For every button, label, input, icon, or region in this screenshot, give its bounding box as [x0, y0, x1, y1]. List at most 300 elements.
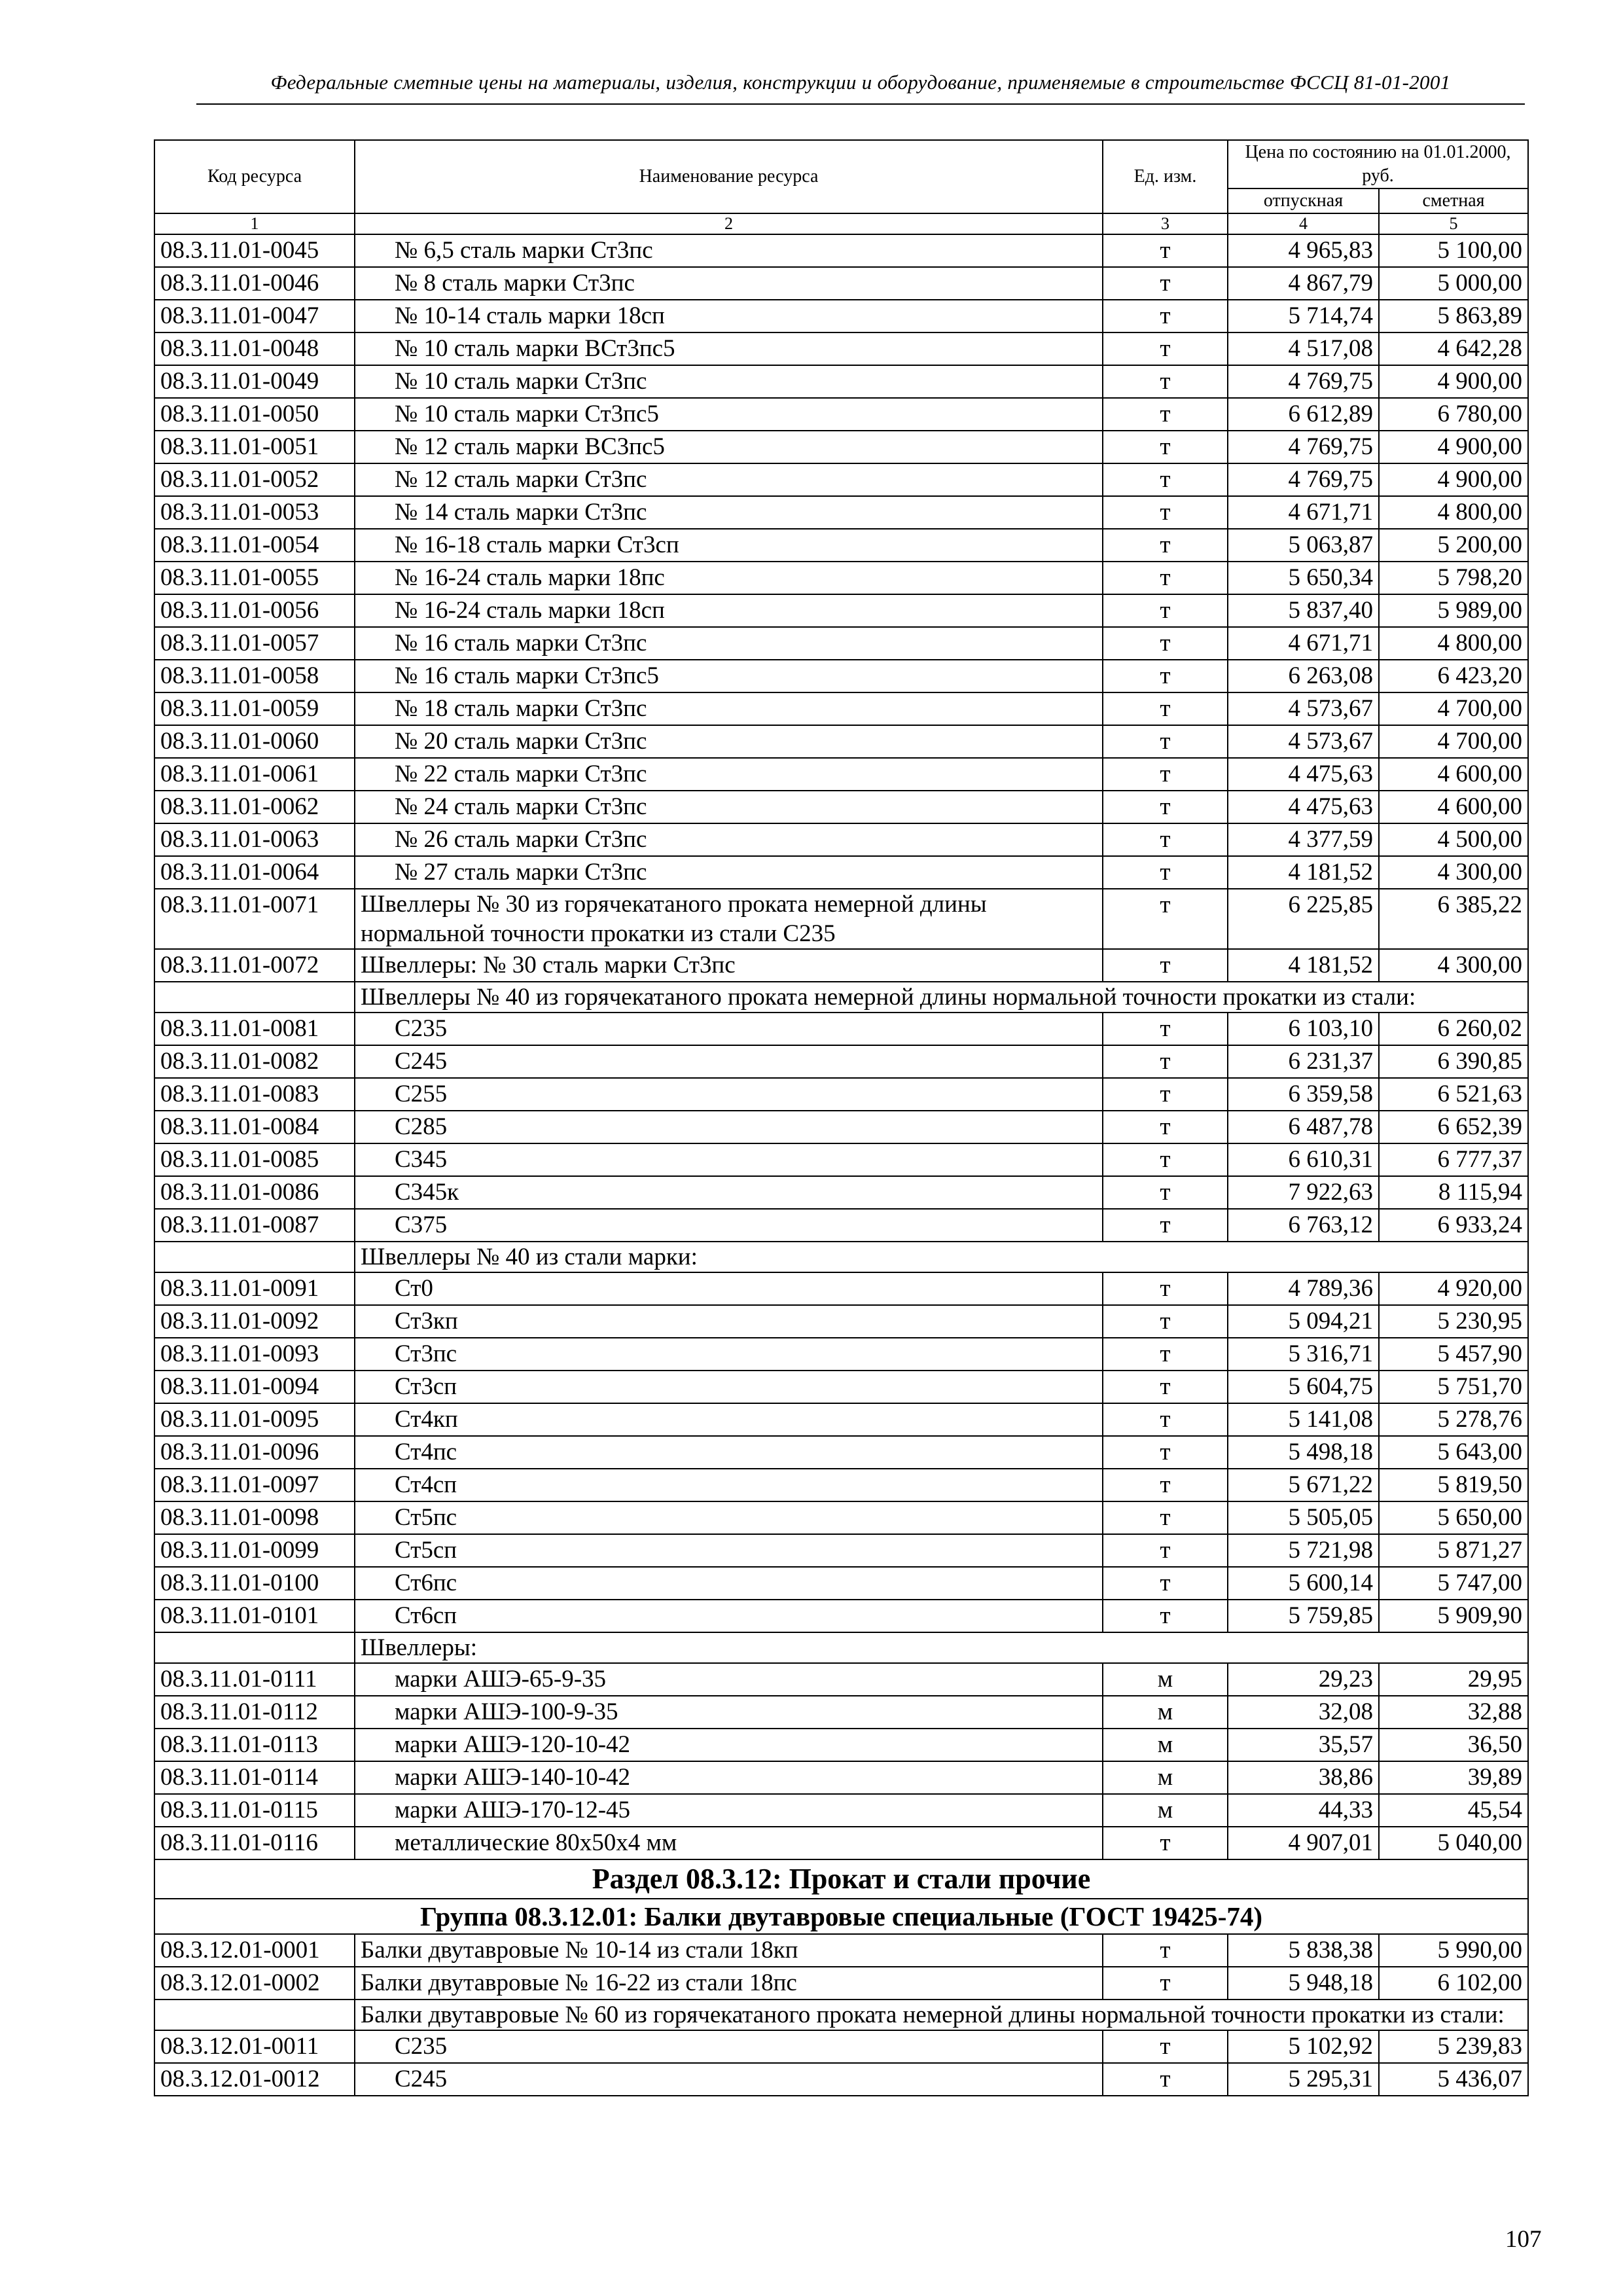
table-row: [154, 1272, 1528, 1305]
price-estimate: 5 278,76: [1379, 1403, 1528, 1436]
resource-code: 08.3.11.01-0113: [154, 1729, 355, 1761]
resource-code: 08.3.11.01-0058: [154, 660, 355, 692]
resource-code: 08.3.11.01-0085: [154, 1143, 355, 1176]
resource-name: марки АШЭ-170-12-45: [355, 1794, 1103, 1827]
resource-name: № 22 сталь марки Ст3пс: [355, 758, 1103, 791]
price-estimate: 5 436,07: [1379, 2063, 1528, 2096]
resource-name: № 16 сталь марки Ст3пс5: [355, 660, 1103, 692]
table-row: [154, 2030, 1528, 2063]
col-header-wholesale: отпускная: [1228, 188, 1379, 213]
price-wholesale: 6 225,85: [1228, 889, 1379, 949]
price-wholesale: 6 263,08: [1228, 660, 1379, 692]
price-wholesale: 5 063,87: [1228, 529, 1379, 562]
unit: т: [1103, 1176, 1228, 1209]
resource-code: 08.3.11.01-0115: [154, 1794, 355, 1827]
unit: м: [1103, 1794, 1228, 1827]
resource-code: 08.3.11.01-0060: [154, 725, 355, 758]
table-body: [154, 234, 1528, 2096]
price-estimate: 4 500,00: [1379, 823, 1528, 856]
resource-name: Балки двутавровые № 10-14 из стали 18кп: [355, 1934, 1103, 1967]
resource-code: 08.3.11.01-0114: [154, 1761, 355, 1794]
resource-code: 08.3.11.01-0055: [154, 562, 355, 594]
price-wholesale: 5 948,18: [1228, 1967, 1379, 2000]
price-estimate: 5 643,00: [1379, 1436, 1528, 1469]
table-row: [154, 1403, 1528, 1436]
table-row: [154, 889, 1528, 949]
col-number: 3: [1103, 213, 1228, 234]
resource-code: 08.3.11.01-0063: [154, 823, 355, 856]
unit: т: [1103, 1272, 1228, 1305]
unit: т: [1103, 856, 1228, 889]
price-wholesale: 5 498,18: [1228, 1436, 1379, 1469]
unit: т: [1103, 1078, 1228, 1111]
price-wholesale: 5 604,75: [1228, 1371, 1379, 1403]
price-wholesale: 5 316,71: [1228, 1338, 1379, 1371]
resource-code: 08.3.11.01-0061: [154, 758, 355, 791]
table-row: [154, 594, 1528, 627]
resource-name: С375: [355, 1209, 1103, 1242]
unit: м: [1103, 1663, 1228, 1696]
header-rule: [196, 103, 1525, 105]
price-wholesale: 5 094,21: [1228, 1305, 1379, 1338]
table-row: [154, 267, 1528, 300]
price-wholesale: 38,86: [1228, 1761, 1379, 1794]
resource-name: С345к: [355, 1176, 1103, 1209]
price-estimate: 29,95: [1379, 1663, 1528, 1696]
table-row: [154, 431, 1528, 463]
table-row: [154, 332, 1528, 365]
table-row: [154, 1209, 1528, 1242]
resource-code: 08.3.11.01-0082: [154, 1045, 355, 1078]
price-wholesale: 5 714,74: [1228, 300, 1379, 332]
resource-code: 08.3.11.01-0084: [154, 1111, 355, 1143]
price-estimate: 5 909,90: [1379, 1600, 1528, 1632]
price-estimate: 6 652,39: [1379, 1111, 1528, 1143]
resource-name: Ст6сп: [355, 1600, 1103, 1632]
table-row: [154, 496, 1528, 529]
table-row: [154, 365, 1528, 398]
resource-name: № 10 сталь марки Ст3пс5: [355, 398, 1103, 431]
table-row: [154, 1729, 1528, 1761]
price-estimate: 4 900,00: [1379, 365, 1528, 398]
unit: м: [1103, 1696, 1228, 1729]
empty-code-cell: [154, 1242, 355, 1272]
resource-code: 08.3.11.01-0062: [154, 791, 355, 823]
unit: т: [1103, 1534, 1228, 1567]
resource-name: Ст3пс: [355, 1338, 1103, 1371]
price-wholesale: 4 517,08: [1228, 332, 1379, 365]
resource-name: № 14 сталь марки Ст3пс: [355, 496, 1103, 529]
resource-code: 08.3.11.01-0099: [154, 1534, 355, 1567]
price-estimate: 4 300,00: [1379, 949, 1528, 982]
table-row: [154, 1501, 1528, 1534]
resource-code: 08.3.12.01-0001: [154, 1934, 355, 1967]
price-estimate: 4 920,00: [1379, 1272, 1528, 1305]
table-row: [154, 398, 1528, 431]
col-header-unit: Ед. изм.: [1103, 140, 1228, 213]
unit: м: [1103, 1761, 1228, 1794]
resource-name: Ст4сп: [355, 1469, 1103, 1501]
resource-code: 08.3.11.01-0071: [154, 889, 355, 949]
unit: т: [1103, 300, 1228, 332]
resource-code: 08.3.11.01-0051: [154, 431, 355, 463]
resource-name: Ст6пс: [355, 1567, 1103, 1600]
unit: т: [1103, 332, 1228, 365]
unit: т: [1103, 234, 1228, 267]
price-estimate: 8 115,94: [1379, 1176, 1528, 1209]
price-estimate: 4 300,00: [1379, 856, 1528, 889]
resource-name: № 16-18 сталь марки Ст3сп: [355, 529, 1103, 562]
running-header: Федеральные сметные цены на материалы, изделия, конструкции и оборудование, применяемые в строительстве ФССЦ 81-01-2001: [270, 71, 1451, 94]
price-wholesale: 4 907,01: [1228, 1827, 1379, 1859]
price-wholesale: 6 103,10: [1228, 1013, 1379, 1045]
resource-name: Балки двутавровые № 16-22 из стали 18пс: [355, 1967, 1103, 2000]
price-estimate: 5 863,89: [1379, 300, 1528, 332]
table-row: [154, 463, 1528, 496]
resource-name: марки АШЭ-120-10-42: [355, 1729, 1103, 1761]
price-table: [154, 139, 1529, 2096]
price-estimate: 4 800,00: [1379, 627, 1528, 660]
unit: т: [1103, 791, 1228, 823]
resource-name: С285: [355, 1111, 1103, 1143]
price-wholesale: 4 475,63: [1228, 791, 1379, 823]
table-row: [154, 660, 1528, 692]
unit: т: [1103, 496, 1228, 529]
resource-code: 08.3.11.01-0096: [154, 1436, 355, 1469]
resource-name: № 16-24 сталь марки 18пс: [355, 562, 1103, 594]
resource-code: 08.3.12.01-0002: [154, 1967, 355, 2000]
price-estimate: 39,89: [1379, 1761, 1528, 1794]
table-row: [154, 1013, 1528, 1045]
price-estimate: 45,54: [1379, 1794, 1528, 1827]
unit: т: [1103, 1305, 1228, 1338]
unit: т: [1103, 1934, 1228, 1967]
resource-name: Ст3сп: [355, 1371, 1103, 1403]
col-header-price: Цена по состоянию на 01.01.2000, руб.: [1228, 140, 1528, 188]
price-estimate: 5 747,00: [1379, 1567, 1528, 1600]
resource-code: 08.3.11.01-0056: [154, 594, 355, 627]
price-wholesale: 6 359,58: [1228, 1078, 1379, 1111]
price-estimate: 36,50: [1379, 1729, 1528, 1761]
col-number: 5: [1379, 213, 1528, 234]
resource-name: Ст4пс: [355, 1436, 1103, 1469]
unit: т: [1103, 627, 1228, 660]
unit: т: [1103, 267, 1228, 300]
subheading-row: [154, 1632, 1528, 1663]
price-wholesale: 5 671,22: [1228, 1469, 1379, 1501]
price-estimate: 4 900,00: [1379, 463, 1528, 496]
unit: т: [1103, 823, 1228, 856]
resource-name: Ст5пс: [355, 1501, 1103, 1534]
unit: т: [1103, 2063, 1228, 2096]
price-estimate: 5 798,20: [1379, 562, 1528, 594]
table-row: [154, 1567, 1528, 1600]
unit: т: [1103, 529, 1228, 562]
price-estimate: 4 642,28: [1379, 332, 1528, 365]
resource-code: 08.3.11.01-0059: [154, 692, 355, 725]
table-row: [154, 1371, 1528, 1403]
resource-code: 08.3.11.01-0097: [154, 1469, 355, 1501]
table-row: [154, 1045, 1528, 1078]
price-wholesale: 6 612,89: [1228, 398, 1379, 431]
table-row: [154, 1078, 1528, 1111]
price-wholesale: 29,23: [1228, 1663, 1379, 1696]
price-estimate: 6 423,20: [1379, 660, 1528, 692]
group-row: [154, 1899, 1528, 1934]
unit: т: [1103, 1827, 1228, 1859]
table-row: [154, 1934, 1528, 1967]
table-row: [154, 758, 1528, 791]
resource-name: № 26 сталь марки Ст3пс: [355, 823, 1103, 856]
price-estimate: 5 751,70: [1379, 1371, 1528, 1403]
resource-code: 08.3.11.01-0054: [154, 529, 355, 562]
resource-name: № 18 сталь марки Ст3пс: [355, 692, 1103, 725]
price-wholesale: 4 769,75: [1228, 365, 1379, 398]
price-estimate: 4 700,00: [1379, 725, 1528, 758]
unit: т: [1103, 1111, 1228, 1143]
resource-code: 08.3.11.01-0048: [154, 332, 355, 365]
price-estimate: 4 600,00: [1379, 791, 1528, 823]
section-row: [154, 1859, 1528, 1899]
table-row: [154, 2063, 1528, 2096]
resource-code: 08.3.11.01-0053: [154, 496, 355, 529]
table-row: [154, 823, 1528, 856]
resource-name: № 8 сталь марки Ст3пс: [355, 267, 1103, 300]
price-wholesale: 4 377,59: [1228, 823, 1379, 856]
table-row: [154, 856, 1528, 889]
price-estimate: 5 871,27: [1379, 1534, 1528, 1567]
resource-code: 08.3.11.01-0083: [154, 1078, 355, 1111]
unit: т: [1103, 463, 1228, 496]
resource-code: 08.3.11.01-0081: [154, 1013, 355, 1045]
resource-name: № 27 сталь марки Ст3пс: [355, 856, 1103, 889]
resource-name: Ст0: [355, 1272, 1103, 1305]
unit: т: [1103, 725, 1228, 758]
price-wholesale: 5 600,14: [1228, 1567, 1379, 1600]
subheading-row: [154, 2000, 1528, 2030]
price-wholesale: 6 763,12: [1228, 1209, 1379, 1242]
resource-name: № 16-24 сталь марки 18сп: [355, 594, 1103, 627]
resource-code: 08.3.11.01-0093: [154, 1338, 355, 1371]
price-wholesale: 4 769,75: [1228, 463, 1379, 496]
resource-code: 08.3.11.01-0064: [154, 856, 355, 889]
price-wholesale: 5 650,34: [1228, 562, 1379, 594]
price-estimate: 4 800,00: [1379, 496, 1528, 529]
unit: т: [1103, 949, 1228, 982]
price-estimate: 5 230,95: [1379, 1305, 1528, 1338]
price-estimate: 4 900,00: [1379, 431, 1528, 463]
price-estimate: 6 933,24: [1379, 1209, 1528, 1242]
resource-name: № 20 сталь марки Ст3пс: [355, 725, 1103, 758]
unit: т: [1103, 431, 1228, 463]
unit: т: [1103, 562, 1228, 594]
price-estimate: 5 989,00: [1379, 594, 1528, 627]
resource-code: 08.3.12.01-0011: [154, 2030, 355, 2063]
table-row: [154, 1761, 1528, 1794]
table-row: [154, 627, 1528, 660]
resource-code: 08.3.11.01-0092: [154, 1305, 355, 1338]
table-row: [154, 1111, 1528, 1143]
price-estimate: 5 200,00: [1379, 529, 1528, 562]
empty-code-cell: [154, 982, 355, 1013]
resource-name: № 12 сталь марки ВС3пс5: [355, 431, 1103, 463]
table-row: [154, 1305, 1528, 1338]
resource-code: 08.3.11.01-0049: [154, 365, 355, 398]
price-wholesale: 4 789,36: [1228, 1272, 1379, 1305]
subheading-text: Швеллеры:: [355, 1632, 1528, 1663]
resource-code: 08.3.11.01-0047: [154, 300, 355, 332]
resource-name: № 12 сталь марки Ст3пс: [355, 463, 1103, 496]
table-row: [154, 1827, 1528, 1859]
unit: т: [1103, 1371, 1228, 1403]
table-row: [154, 562, 1528, 594]
resource-name: Ст3кп: [355, 1305, 1103, 1338]
price-wholesale: 4 573,67: [1228, 725, 1379, 758]
page-number: 107: [1505, 2226, 1542, 2253]
unit: т: [1103, 1567, 1228, 1600]
price-estimate: 5 040,00: [1379, 1827, 1528, 1859]
subheading-text: Швеллеры № 40 из стали марки:: [355, 1242, 1528, 1272]
price-wholesale: 4 965,83: [1228, 234, 1379, 267]
price-estimate: 6 390,85: [1379, 1045, 1528, 1078]
empty-code-cell: [154, 2000, 355, 2030]
price-wholesale: 6 487,78: [1228, 1111, 1379, 1143]
resource-code: 08.3.11.01-0112: [154, 1696, 355, 1729]
price-estimate: 6 102,00: [1379, 1967, 1528, 2000]
price-estimate: 32,88: [1379, 1696, 1528, 1729]
unit: т: [1103, 660, 1228, 692]
price-estimate: 5 650,00: [1379, 1501, 1528, 1534]
resource-code: 08.3.11.01-0095: [154, 1403, 355, 1436]
resource-name: С245: [355, 1045, 1103, 1078]
resource-name: № 10 сталь марки Ст3пс: [355, 365, 1103, 398]
unit: т: [1103, 1013, 1228, 1045]
subheading-row: [154, 982, 1528, 1013]
resource-code: 08.3.11.01-0086: [154, 1176, 355, 1209]
unit: т: [1103, 692, 1228, 725]
unit: т: [1103, 1045, 1228, 1078]
resource-name: № 10 сталь марки ВСт3пс5: [355, 332, 1103, 365]
resource-code: 08.3.11.01-0091: [154, 1272, 355, 1305]
price-wholesale: 6 231,37: [1228, 1045, 1379, 1078]
resource-name: № 16 сталь марки Ст3пс: [355, 627, 1103, 660]
resource-code: 08.3.11.01-0100: [154, 1567, 355, 1600]
table-row: [154, 1696, 1528, 1729]
unit: т: [1103, 365, 1228, 398]
price-estimate: 6 521,63: [1379, 1078, 1528, 1111]
col-header-name: Наименование ресурса: [355, 140, 1103, 213]
resource-name: № 6,5 сталь марки Ст3пс: [355, 234, 1103, 267]
resource-code: 08.3.11.01-0098: [154, 1501, 355, 1534]
price-wholesale: 4 475,63: [1228, 758, 1379, 791]
table-row: [154, 1176, 1528, 1209]
resource-name: С235: [355, 1013, 1103, 1045]
price-estimate: 6 780,00: [1379, 398, 1528, 431]
col-number: 4: [1228, 213, 1379, 234]
unit: т: [1103, 1436, 1228, 1469]
price-wholesale: 5 505,05: [1228, 1501, 1379, 1534]
subheading-row: [154, 1242, 1528, 1272]
unit: т: [1103, 1338, 1228, 1371]
unit: т: [1103, 594, 1228, 627]
table-row: [154, 234, 1528, 267]
price-wholesale: 4 769,75: [1228, 431, 1379, 463]
price-wholesale: 4 573,67: [1228, 692, 1379, 725]
unit: т: [1103, 1501, 1228, 1534]
group-title: Группа 08.3.12.01: Балки двутавровые специальные (ГОСТ 19425-74): [154, 1899, 1528, 1934]
table-row: [154, 1338, 1528, 1371]
resource-code: 08.3.11.01-0052: [154, 463, 355, 496]
unit: т: [1103, 1469, 1228, 1501]
col-number: 1: [154, 213, 355, 234]
resource-name: С235: [355, 2030, 1103, 2063]
unit: т: [1103, 1143, 1228, 1176]
resource-code: 08.3.11.01-0045: [154, 234, 355, 267]
resource-code: 08.3.11.01-0072: [154, 949, 355, 982]
table-row: [154, 1663, 1528, 1696]
resource-name: Швеллеры № 30 из горячекатаного проката немерной длины нормальной точности прокатки из стали С235: [355, 889, 1103, 949]
unit: т: [1103, 1600, 1228, 1632]
price-wholesale: 32,08: [1228, 1696, 1379, 1729]
price-wholesale: 44,33: [1228, 1794, 1379, 1827]
resource-code: 08.3.11.01-0057: [154, 627, 355, 660]
table-row: [154, 1600, 1528, 1632]
price-wholesale: 6 610,31: [1228, 1143, 1379, 1176]
price-estimate: 6 777,37: [1379, 1143, 1528, 1176]
resource-name: С245: [355, 2063, 1103, 2096]
price-estimate: 5 990,00: [1379, 1934, 1528, 1967]
table-row: [154, 692, 1528, 725]
table-row: [154, 949, 1528, 982]
resource-code: 08.3.11.01-0050: [154, 398, 355, 431]
price-wholesale: 5 759,85: [1228, 1600, 1379, 1632]
resource-name: С345: [355, 1143, 1103, 1176]
table-row: [154, 791, 1528, 823]
price-wholesale: 7 922,63: [1228, 1176, 1379, 1209]
section-title: Раздел 08.3.12: Прокат и стали прочие: [154, 1859, 1528, 1899]
resource-code: 08.3.11.01-0111: [154, 1663, 355, 1696]
price-estimate: 5 457,90: [1379, 1338, 1528, 1371]
price-estimate: 4 600,00: [1379, 758, 1528, 791]
resource-name: Ст5сп: [355, 1534, 1103, 1567]
table-row: [154, 1143, 1528, 1176]
resource-name: марки АШЭ-140-10-42: [355, 1761, 1103, 1794]
price-wholesale: 5 721,98: [1228, 1534, 1379, 1567]
resource-name: № 24 сталь марки Ст3пс: [355, 791, 1103, 823]
table-row: [154, 529, 1528, 562]
table-row: [154, 1967, 1528, 2000]
col-header-estimate: сметная: [1379, 188, 1528, 213]
price-wholesale: 5 837,40: [1228, 594, 1379, 627]
price-wholesale: 5 102,92: [1228, 2030, 1379, 2063]
price-wholesale: 35,57: [1228, 1729, 1379, 1761]
price-estimate: 5 100,00: [1379, 234, 1528, 267]
resource-name: металлические 80х50х4 мм: [355, 1827, 1103, 1859]
unit: т: [1103, 758, 1228, 791]
price-wholesale: 4 181,52: [1228, 949, 1379, 982]
resource-name: марки АШЭ-100-9-35: [355, 1696, 1103, 1729]
unit: м: [1103, 1729, 1228, 1761]
unit: т: [1103, 398, 1228, 431]
table-row: [154, 1534, 1528, 1567]
table-row: [154, 1436, 1528, 1469]
resource-name: С255: [355, 1078, 1103, 1111]
resource-name: Швеллеры: № 30 сталь марки Ст3пс: [355, 949, 1103, 982]
unit: т: [1103, 1209, 1228, 1242]
resource-code: 08.3.11.01-0087: [154, 1209, 355, 1242]
price-wholesale: 4 671,71: [1228, 496, 1379, 529]
resource-name: марки АШЭ-65-9-35: [355, 1663, 1103, 1696]
